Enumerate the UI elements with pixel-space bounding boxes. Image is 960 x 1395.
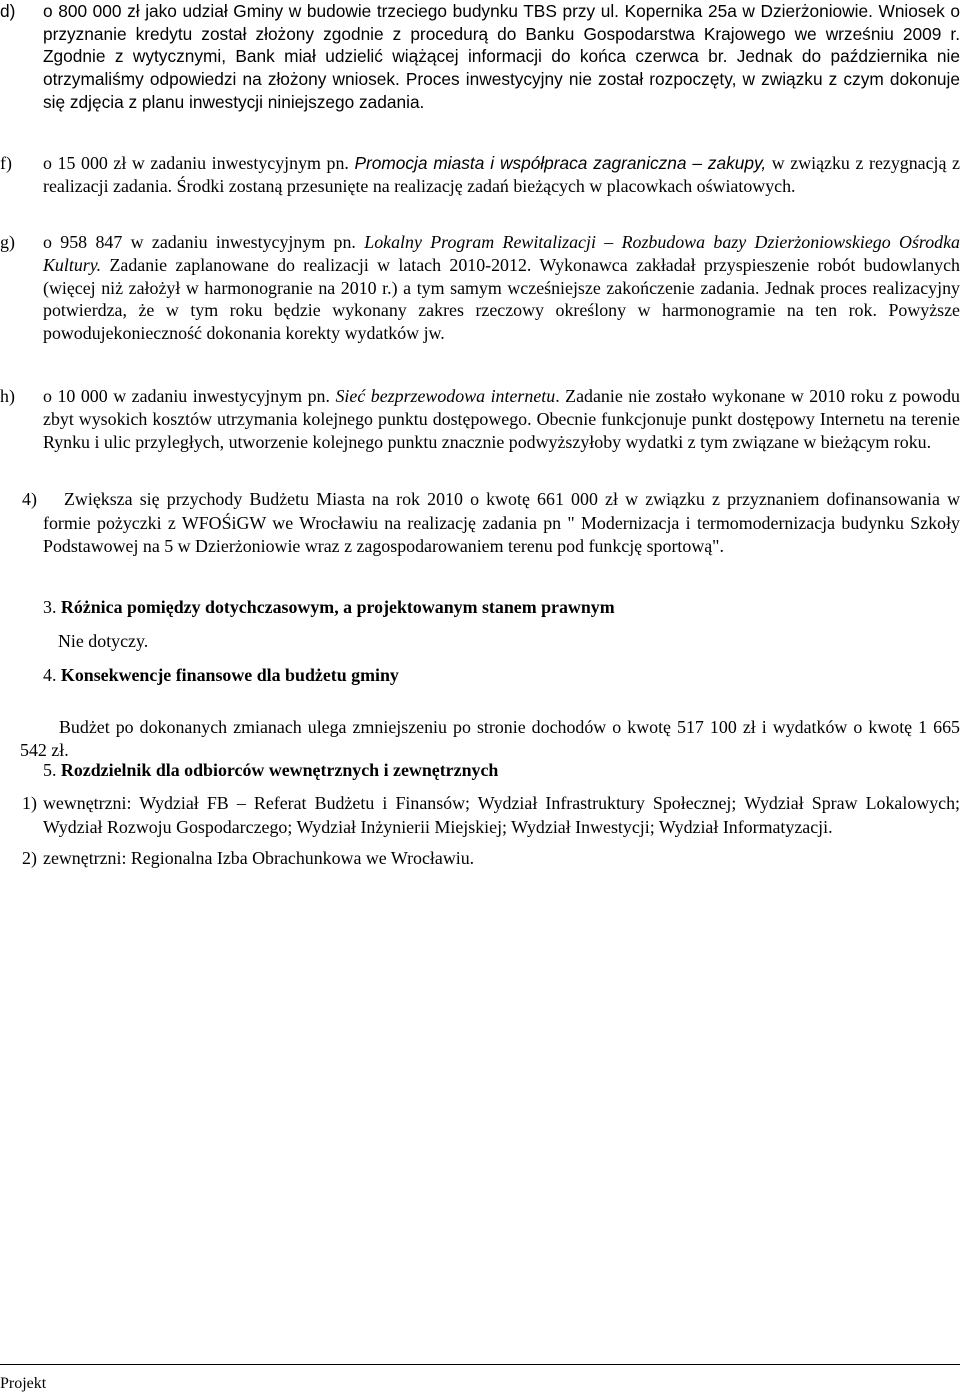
item-g-rest: Zadanie zaplanowane do realizacji w latach 2010-2012. Wykonawca zakładał przyspieszenie robót budowlanych (więcej niż założył w harmonogranie na 2010 r.) a tym samym wcześniejsze zakończenie zadania. Jednak proces realizacyjny potwierdza, że w tym roku będzie wykonany zakres rzeczowy określony w harmonogramie na ten rok. Powyższe powodujekonieczność dokonania korekty wydatków jw. [43,254,960,344]
item-g-marker: g) [0,232,15,252]
external-recipients-marker: 2) [22,848,37,868]
section-4-title: Konsekwencje finansowe dla budżetu gminy [60,665,399,685]
item-f-lead: o 15 000 zł w zadaniu inwestycyjnym pn. [43,153,355,173]
item-f-paragraph [43,152,960,198]
section-4-number: 4. [43,665,57,685]
section-3-number: 3. [43,597,57,617]
point-4-paragraph: Zwiększa się przychody Budżetu Miasta na rok 2010 o kwotę 661 000 zł w związku z przyznaniem dofinansowania w formie pożyczki z WFOŚiGW we Wrocławiu na realizację zadania pn " Modernizacja i termomodernizacja budynku Szkoły Podstawowej na 5 w Dzierżoniowie wraz z zagospodarowaniem terenu pod funkcję sportową". [43,489,960,557]
item-f-marker: f) [0,153,12,173]
item-h-rest: . Zadanie nie zostało wykonane w 2010 roku z powodu zbyt wysokich kosztów utrzymania kolejnego punktu dostępowego. Obecnie funkcjonuje punkt dostępowy Internetu na terenie Rynku i ulic przyległych, utworzenie kolejnego punktu znacznie podwyższyłoby wydatki z tym związane w bieżącym roku. [43,386,960,452]
section-5-heading [43,759,498,781]
section-3-heading [43,596,615,618]
section-3-text: Nie dotyczy. [58,631,149,651]
section-4-heading [43,664,399,686]
section-5-title: Rozdzielnik dla odbiorców wewnętrznych i zewnętrznych [60,760,499,780]
item-h-marker: h) [0,386,15,406]
external-recipients: zewnętrzni: Regionalna Izba Obrachunkowa we Wrocławiu. [43,848,475,868]
internal-recipients-marker: 1) [22,793,37,813]
footer-divider [0,1364,960,1365]
item-h-paragraph [43,385,960,453]
item-f-rest: w związku z rezygnacją z realizacji zadania. Środki zostaną przesunięte na realizację zadań bieżących w placowkach oświatowych. [43,153,960,196]
internal-recipients: wewnętrzni: Wydział FB – Referat Budżetu i Finansów; Wydział Infrastruktury Społecznej; Wydział Spraw Lokalowych; Wydział Rozwoju Gospodarczego; Wydział Inżynierii Miejskiej; Wydział Inwestycji; Wydział Informatyzacji. [43,793,960,837]
footer-label: Projekt [0,1375,47,1392]
section-5-number: 5. [43,760,57,780]
point-4-marker: 4) [22,489,37,509]
section-4-text: Budżet po dokonanych zmianach ulega zmniejszeniu po stronie dochodów o kwotę 517 100 zł i wydatków o kwotę 1 665 542 zł. [20,716,960,760]
section-3-title: Różnica pomiędzy dotychczasowym, a projektowanym stanem prawnym [60,597,615,617]
item-g-task-title: Lokalny Program Rewitalizacji – Rozbudowa bazy Dzierżoniowskiego Ośrodka Kultury. [43,232,960,275]
item-h-task-title: Sieć bezprzewodowa internetu [335,386,556,406]
item-g-paragraph [43,231,960,345]
item-h-lead: o 10 000 w zadaniu inwestycyjnym pn. [43,386,336,406]
item-g-lead: o 958 847 w zadaniu inwestycyjnym pn. [43,232,365,252]
item-f-task-title: Promocja miasta i współpraca zagraniczna – zakupy, [354,153,767,173]
item-d-marker: d) [0,1,16,21]
item-d-paragraph: o 800 000 zł jako udział Gminy w budowie trzeciego budynku TBS przy ul. Kopernika 25a w Dzierżoniowie. Wniosek o przyznanie kredytu został złożony zgodnie z procedurą do Banku Gospodarstwa Krajowego we wrześniu 2009 r. Zgodnie z wytycznymi, Bank miał udzielić wiążącej informacji do końca czerwca br. Jednak do października nie otrzymaliśmy odpowiedzi na złożony wniosek. Proces inwestycyjny nie został rozpoczęty, w związku z czym dokonuje się zdjęcia z planu inwestycji niniejszego zadania. [43,1,960,112]
